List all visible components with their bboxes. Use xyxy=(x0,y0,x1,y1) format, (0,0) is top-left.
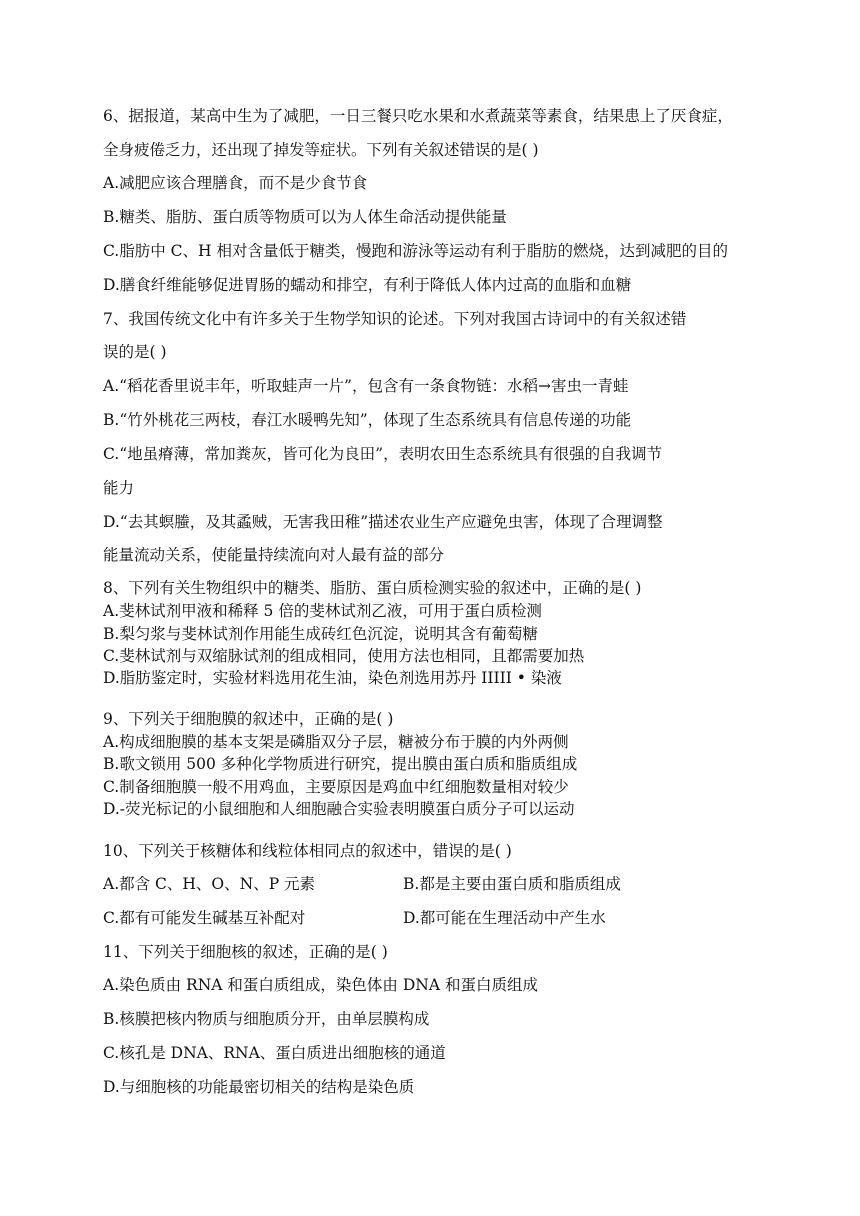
q10-stem: 10、下列关于核糖体和线粒体相同点的叙述中，错误的是( ) xyxy=(103,842,512,860)
q7-option-b: B.“竹外桃花三两枝，春江水暖鸭先知”，体现了生态系统具有信息传递的功能 xyxy=(103,411,632,429)
q7-stem-line2: 误的是( ) xyxy=(103,343,167,361)
q8-option-d: D.脂肪鉴定时，实验材料选用花生油，染色剂选用苏丹 IIIII • 染液 xyxy=(103,669,562,687)
q9-option-b: B.歌文锁用 500 多种化学物质进行研究，提出膜由蛋白质和脂质组成 xyxy=(103,755,578,773)
q11-option-c: C.核孔是 DNA、RNA、蛋白质进出细胞核的通道 xyxy=(103,1044,446,1062)
q8-stem: 8、下列有关生物组织中的糖类、脂肪、蛋白质检测实验的叙述中，正确的是( ) xyxy=(103,579,642,597)
q7-option-d-line1: D.“去其螟螣，及其蟊贼，无害我田稚”描述农业生产应避免虫害，体现了合理调整 xyxy=(103,513,663,531)
q7-stem-line1: 7、我国传统文化中有许多关于生物学知识的论述。下列对我国古诗词中的有关叙述错 xyxy=(103,310,687,328)
q7-option-c-line2: 能力 xyxy=(103,479,135,497)
q10-option-c: C.都有可能发生碱基互补配对 xyxy=(103,909,306,927)
q6-option-c: C.脂肪中 C、H 相对含量低于糖类，慢跑和游泳等运动有利于脂肪的燃烧，达到减肥的目的 xyxy=(103,242,728,260)
q6-option-b: B.糖类、脂肪、蛋白质等物质可以为人体生命活动提供能量 xyxy=(103,208,507,226)
q9-stem: 9、下列关于细胞膜的叙述中，正确的是( ) xyxy=(103,710,394,728)
q11-option-b: B.核膜把核内物质与细胞质分开，由单层膜构成 xyxy=(103,1010,430,1028)
q6-stem-line1: 6、据报道，某高中生为了减肥，一日三餐只吃水果和水煮蔬菜等素食，结果患上了厌食症， xyxy=(103,107,733,125)
q8-option-c: C.斐林试剂与双缩脉试剂的组成相同，使用方法也相同，且都需要加热 xyxy=(103,647,585,665)
q11-option-d: D.与细胞核的功能最密切相关的结构是染色质 xyxy=(103,1078,415,1096)
q11-stem: 11、下列关于细胞核的叙述，正确的是( ) xyxy=(103,943,388,961)
q9-option-a: A.构成细胞膜的基本支架是磷脂双分子层，糖被分布于膜的内外两侧 xyxy=(103,733,569,751)
q7-option-c-line1: C.“地虽瘠薄，常加粪灰，皆可化为良田”，表明农田生态系统具有很强的自我调节 xyxy=(103,445,663,463)
q7-option-d-line2: 能量流动关系，使能量持续流向对人最有益的部分 xyxy=(103,546,445,564)
q10-option-a: A.都含 C、H、O、N、P 元素 xyxy=(103,875,316,893)
q9-option-c: C.制备细胞膜一般不用鸡血，主要原因是鸡血中红细胞数量相对较少 xyxy=(103,778,569,796)
q7-option-a: A.“稻花香里说丰年，听取蛙声一片”，包含有一条食物链：水稻→害虫一青蛙 xyxy=(103,377,629,395)
q6-option-d: D.膳食纤维能够促进胃肠的蠕动和排空，有利于降低人体内过高的血脂和血糖 xyxy=(103,276,632,294)
q8-option-a: A.斐林试剂甲液和稀释 5 倍的斐林试剂乙液，可用于蛋白质检测 xyxy=(103,602,542,620)
q10-option-d: D.都可能在生理活动中产生水 xyxy=(403,909,606,927)
q6-stem-line2: 全身疲倦乏力，还出现了掉发等症状。下列有关叙述错误的是( ) xyxy=(103,141,539,159)
q10-option-b: B.都是主要由蛋白质和脂质组成 xyxy=(403,875,621,893)
q9-option-d: D.-荧光标记的小鼠细胞和人细胞融合实验表明膜蛋白质分子可以运动 xyxy=(103,800,575,818)
q6-option-a: A.减肥应该合理膳食，而不是少食节食 xyxy=(103,174,368,192)
q8-option-b: B.梨匀浆与斐林试剂作用能生成砖红色沉淀，说明其含有葡萄糖 xyxy=(103,625,538,643)
q11-option-a: A.染色质由 RNA 和蛋白质组成，染色体由 DNA 和蛋白质组成 xyxy=(103,976,538,994)
